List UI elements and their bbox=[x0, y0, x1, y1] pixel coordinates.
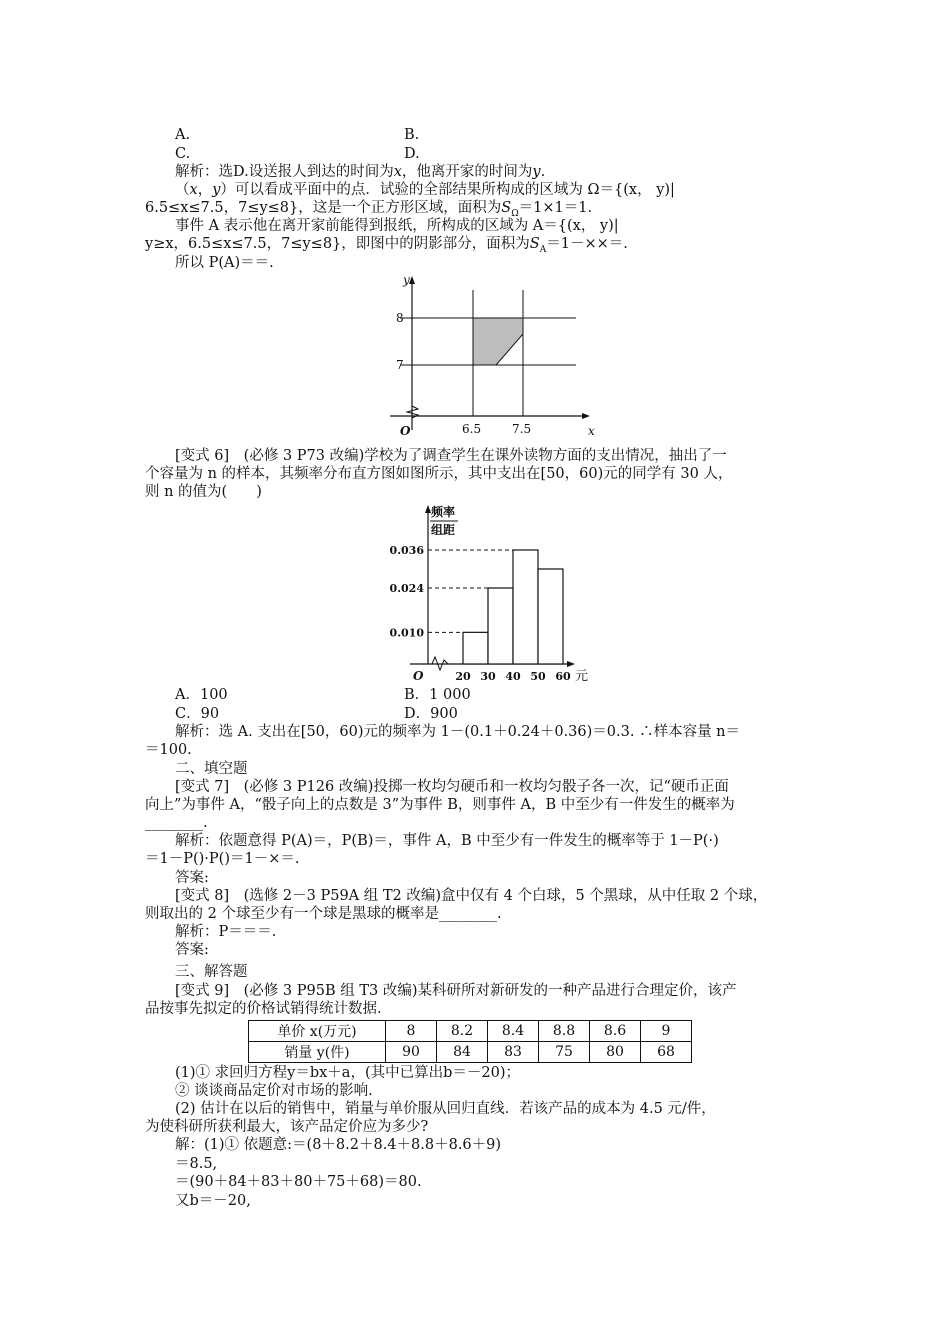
v8-answer: 答案: bbox=[175, 942, 209, 958]
table-cell: 8.8 bbox=[539, 1021, 590, 1042]
q5-solution-line1: 解析：选D.设送报人到达的时间为x，他离开家的时间为y. bbox=[175, 164, 546, 180]
frequency-histogram bbox=[370, 502, 600, 687]
table-cell: 9 bbox=[641, 1021, 692, 1042]
q5-solution-line5: y≥x，6.5≤x≤7.5，7≤y≤8}，即图中的阴影部分，面积为$S_A=1-\times\times=$. bbox=[145, 236, 628, 255]
hist-x-tick-30: 30 bbox=[480, 670, 496, 683]
x-tick-75: 7.5 bbox=[512, 422, 532, 436]
table-row-label: 单价 x(万元) bbox=[249, 1021, 386, 1042]
v6-line2: 个容量为 n 的样本，其频率分布直方图如图所示，其中支出在[50，60)元的同学有 30 人， bbox=[145, 466, 733, 482]
v6-option-d: D．900 bbox=[404, 706, 458, 722]
histogram-bar-20-30 bbox=[463, 632, 488, 664]
table-cell: 90 bbox=[386, 1042, 437, 1063]
price-sales-table bbox=[248, 1020, 692, 1063]
histogram-bar-40-50 bbox=[513, 550, 538, 664]
table-cell: 80 bbox=[590, 1042, 641, 1063]
hist-x-tick-50: 50 bbox=[530, 670, 546, 683]
v7-line2: 向上”为事件 A，“骰子向上的点数是 3”为事件 B，则事件 A，B 中至少有一件发生的概率为 bbox=[145, 797, 735, 813]
y-tick-7: 7 bbox=[396, 358, 404, 372]
table-cell: 8.4 bbox=[488, 1021, 539, 1042]
v9-solution-line3: ＝(90＋84＋83＋80＋75＋68)＝80. bbox=[175, 1174, 422, 1190]
v9-solution-line2: ＝8.5, bbox=[175, 1156, 218, 1172]
v7-solution-line2: ＝1－P()·P()＝1－×＝. bbox=[145, 851, 300, 867]
v8-solution: 解析：P＝＝＝. bbox=[175, 924, 277, 940]
section3-heading: 三、解答题 bbox=[175, 964, 248, 980]
v9-q2-line2: 为使科研所获利最大，该产品定价应为多少? bbox=[145, 1119, 429, 1135]
q5-solution-line4: 事件 A 表示他在离开家前能得到报纸，所构成的区域为 A＝{(x， y)| bbox=[175, 218, 619, 234]
q5-solution-line3: 6.5≤x≤7.5，7≤y≤8}，这是一个正方形区域，面积为$S_\Omega=1\times 1=1$. bbox=[145, 200, 593, 219]
v6-option-c: C．90 bbox=[175, 706, 220, 722]
v6-option-a: A．100 bbox=[175, 687, 228, 703]
hist-y-tick-0.036: 0.036 bbox=[389, 544, 424, 557]
v6-line3: 则 n 的值为( ) bbox=[145, 484, 262, 500]
q5-solution-line6: 所以 P(A)＝＝. bbox=[175, 255, 274, 271]
v7-solution-line1: 解析：依题意得 P(A)＝，P(B)＝，事件 A，B 中至少有一件发生的概率等于 1－P(·) bbox=[175, 833, 719, 849]
hist-ylabel-bottom: 组距 bbox=[431, 523, 456, 537]
hist-x-tick-60: 60 bbox=[555, 670, 571, 683]
v6-solution-line1: 解析：选 A. 支出在[50，60)元的频率为 1－(0.1＋0.24＋0.36)＝0.3. ∴样本容量 n＝ bbox=[175, 724, 741, 740]
table-cell: 83 bbox=[488, 1042, 539, 1063]
v8-line1: [变式 8] (选修 2－3 P59A 组 T2 改编)盒中仅有 4 个白球，5 个黑球，从中任取 2 个球， bbox=[175, 888, 768, 904]
table-row bbox=[249, 1021, 692, 1042]
option-b: B. bbox=[404, 127, 420, 143]
table-cell: 75 bbox=[539, 1042, 590, 1063]
v8-line2: 则取出的 2 个球至少有一个球是黑球的概率是________. bbox=[145, 906, 502, 922]
hist-xlabel: 元 bbox=[575, 669, 589, 684]
v6-option-b: B．1 000 bbox=[404, 687, 471, 703]
hist-x-tick-40: 40 bbox=[505, 670, 521, 683]
table-cell: 68 bbox=[641, 1042, 692, 1063]
table-row-label: 销量 y(件) bbox=[249, 1042, 386, 1063]
v7-answer: 答案: bbox=[175, 870, 209, 886]
shaded-region bbox=[473, 318, 523, 365]
table-row bbox=[249, 1042, 692, 1063]
table-cell: 8.2 bbox=[437, 1021, 488, 1042]
x-axis-label: x bbox=[588, 424, 595, 438]
v9-line2: 品按事先拟定的价格试销得统计数据. bbox=[145, 1001, 382, 1017]
option-d: D. bbox=[404, 146, 420, 162]
origin-label: O bbox=[400, 424, 411, 438]
v9-solution-line4: 又b＝－20, bbox=[175, 1193, 251, 1209]
v9-q1: (1)① 求回归方程y＝bx＋a，(其中已算出b＝－20)； bbox=[175, 1065, 520, 1081]
v6-line1: [变式 6] (必修 3 P73 改编)学校为了调查学生在课外读物方面的支出情况，抽出了一 bbox=[175, 448, 727, 464]
v9-line1: [变式 9] (必修 3 P95B 组 T3 改编)某科研所对新研发的一种产品进行合理定价，该产 bbox=[175, 983, 737, 999]
hist-y-tick-0.010: 0.010 bbox=[389, 626, 424, 640]
y-tick-8: 8 bbox=[396, 311, 404, 325]
table-cell: 8 bbox=[386, 1021, 437, 1042]
histogram-bar-30-40 bbox=[488, 588, 513, 664]
option-a: A. bbox=[175, 127, 191, 143]
option-c: C. bbox=[175, 146, 191, 162]
y-axis-arrow bbox=[409, 276, 415, 284]
histogram-bar-50-60 bbox=[538, 569, 563, 664]
x-tick-65: 6.5 bbox=[462, 422, 482, 436]
hist-x-tick-20: 20 bbox=[455, 670, 471, 683]
table-cell: 84 bbox=[437, 1042, 488, 1063]
v9-q1b: ② 谈谈商品定价对市场的影响. bbox=[175, 1083, 373, 1099]
v7-line1: [变式 7] (必修 3 P126 改编)投掷一枚均匀硬币和一枚均匀骰子各一次，记“硬币正面 bbox=[175, 779, 729, 795]
hist-origin: O bbox=[413, 669, 424, 683]
q5-solution-line2: （x，y）可以看成平面中的点．试验的全部结果所构成的区域为 Ω＝{(x， y)| bbox=[175, 182, 675, 198]
hist-x-axis-arrow bbox=[567, 661, 575, 667]
v7-line3: ________. bbox=[145, 815, 208, 831]
section2-heading: 二、填空题 bbox=[175, 761, 248, 777]
y-axis-label: y bbox=[403, 273, 410, 287]
hist-y-tick-0.024: 0.024 bbox=[389, 582, 424, 595]
v6-solution-line2: ＝100. bbox=[145, 742, 192, 758]
x-axis-arrow bbox=[582, 413, 590, 419]
v9-q2-line1: (2) 估计在以后的销售中，销量与单价服从回归直线．若该产品的成本为 4.5 元/件， bbox=[175, 1101, 716, 1117]
v9-solution-line1: 解：(1)① 依题意:＝(8＋8.2＋8.4＋8.8＋8.6＋9) bbox=[175, 1137, 502, 1153]
hist-ylabel-top: 频率 bbox=[431, 505, 456, 519]
table-cell: 8.6 bbox=[590, 1021, 641, 1042]
region-graph bbox=[370, 270, 600, 440]
